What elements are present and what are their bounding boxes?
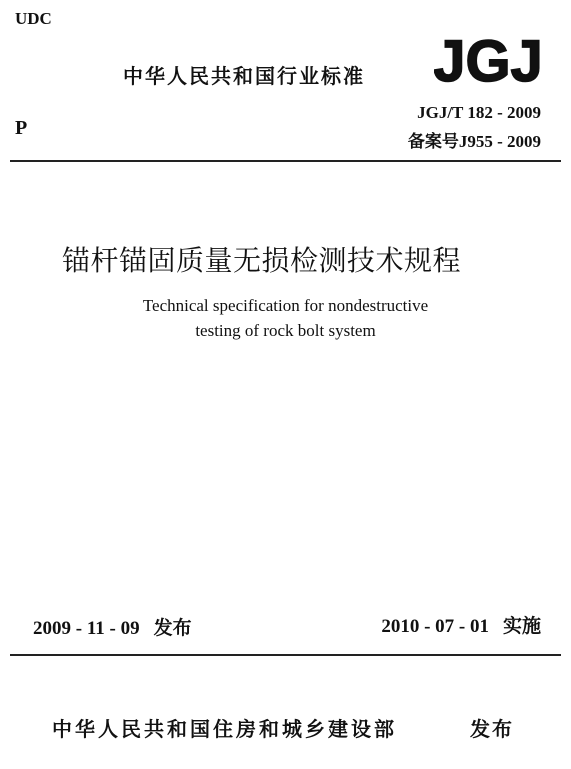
top-divider [10, 160, 561, 162]
bottom-divider [10, 654, 561, 656]
english-title-line-1: Technical specification for nondestructive [142, 296, 429, 315]
implement-label: 实施 [502, 615, 541, 637]
udc-label: UDC [15, 9, 52, 28]
english-title-line-2: testing of rock bolt system [195, 321, 376, 340]
english-title [0, 293, 571, 343]
implement-date-block [381, 611, 541, 638]
chinese-title: 锚杆锚固质量无损检测技术规程 [62, 244, 462, 277]
industry-standard-heading: 中华人民共和国行业标准 [123, 64, 365, 88]
record-number: 备案号J955 - 2009 [407, 132, 541, 151]
publish-label: 发布 [470, 717, 514, 741]
issue-date-block [33, 613, 192, 640]
issue-date: 2009 - 11 - 09 [33, 618, 140, 639]
jgj-logo-text: JGJ [434, 30, 542, 88]
jgj-logo-mark [434, 30, 542, 88]
standard-code: JGJ/T 182 - 2009 [417, 103, 541, 122]
issue-label: 发布 [153, 617, 192, 639]
jgj-logo [434, 30, 542, 88]
category-label: P [15, 117, 28, 139]
publisher-name: 中华人民共和国住房和城乡建设部 [52, 717, 397, 741]
implement-date: 2010 - 07 - 01 [381, 616, 489, 637]
